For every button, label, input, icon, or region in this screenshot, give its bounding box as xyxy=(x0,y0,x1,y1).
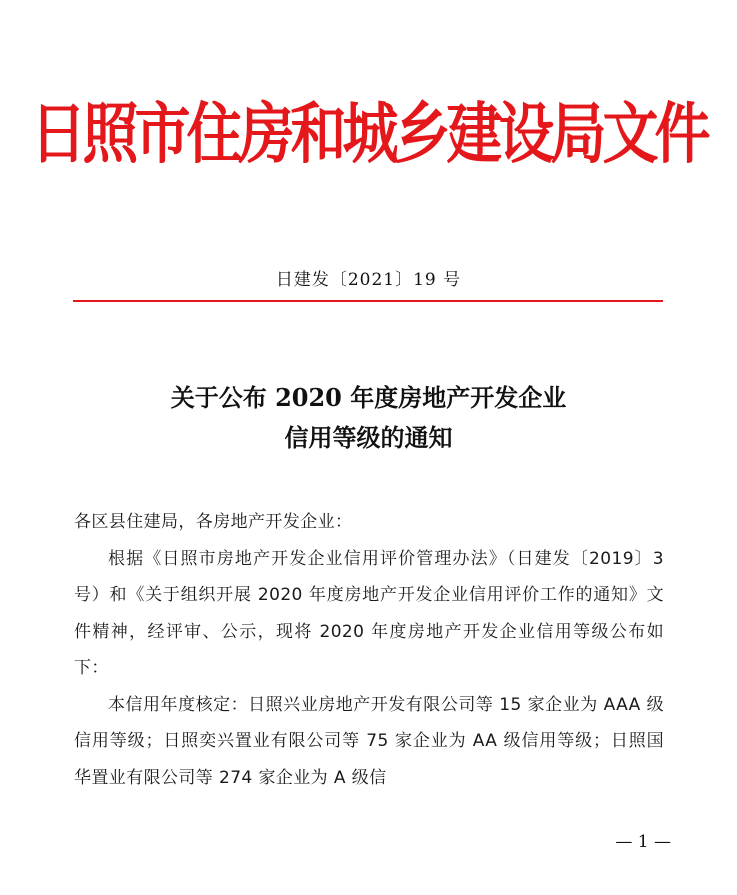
body-paragraph-1: 根据《日照市房地产开发企业信用评价管理办法》（日建发〔2019〕3 号）和《关于组织开展 2020 年度房地产开发企业信用评价工作的通知》文件精神，经评审、公示，现将 2020 年度房地产开发企业信用等级公布如下： xyxy=(74,548,664,678)
body-paragraph-2: 本信用年度核定：日照兴业房地产开发有限公司等 15 家企业为 AAA 级信用等级；日照奕兴置业有限公司等 75 家企业为 AA 级信用等级；日照国华置业有限公司等 274 家企业为 A 级信 xyxy=(74,694,664,788)
notice-title xyxy=(0,378,737,458)
document-number: 日建发〔2021〕19 号 xyxy=(275,270,462,290)
notice-title-line-1: 关于公布 2020 年度房地产开发企业 xyxy=(170,383,567,412)
page-number: — 1 — xyxy=(615,832,671,852)
agency-header-title: 日照市住房和城乡建设局文件 xyxy=(30,96,707,173)
notice-title-line-2: 信用等级的通知 xyxy=(284,423,453,452)
salutation: 各区县住建局，各房地产开发企业： xyxy=(74,512,353,532)
red-divider-line xyxy=(73,300,663,302)
document-body xyxy=(74,504,664,796)
